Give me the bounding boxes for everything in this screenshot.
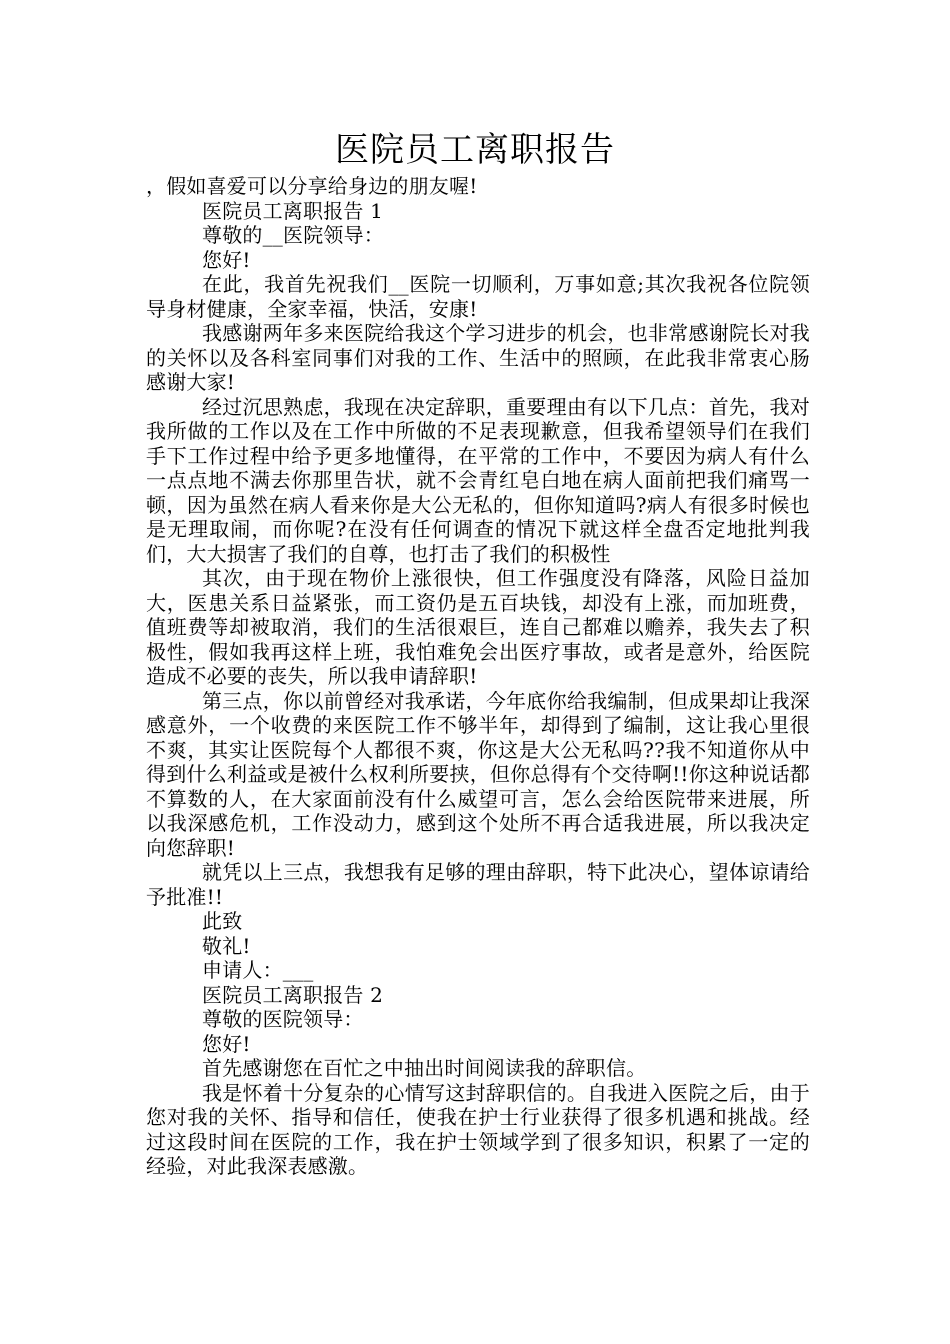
paragraph: 此致 [202,909,243,933]
document-title: 医院员工离职报告 [335,130,615,170]
paragraph: 医院员工离职报告 1 [202,198,384,223]
paragraph: 就凭以上三点，我想我有足够的理由辞职，特下此决心，望体谅请给予批准!! [146,860,810,909]
paragraph: 敬礼! [202,933,251,958]
paragraph: 尊敬的__医院领导： [202,223,384,247]
paragraph: 第三点，你以前曾经对我承诺，今年底你给我编制，但成果却让我深感意外，一个收费的来医院工作不够半年，却得到了编制，这让我心里很不爽，其实让医院每个人都很不爽，你这是大公无私吗??我不知道你从中得到什么利益或是被什么权利所要挟，但你总得有个交待啊!!你这种说话都不算数的人，在大家面前没有什么威望可言，怎么会给医院带来进展，所以我深感危机，工作没动力，感到这个处所不再合适我进展，所以我决定向您辞职! [146,688,810,860]
paragraph: 经过沉思熟虑，我现在决定辞职，重要理由有以下几点：首先，我对我所做的工作以及在工作中所做的不足表现歉意，但我希望领导们在我们手下工作过程中给予更多地懂得，在平常的工作中，不要因为病人有什么一点点地不满去你那里告状，就不会青红皂白地在病人面前把我们痛骂一顿，因为虽然在病人看来你是大公无私的，但你知道吗?病人有很多时候也是无理取闹，而你呢?在没有任何调查的情况下就这样全盘否定地批判我们，大大损害了我们的自尊，也打击了我们的积极性 [146,394,810,566]
paragraph: 我是怀着十分复杂的心情写这封辞职信的。自我进入医院之后，由于您对我的关怀、指导和信任，使我在护士行业获得了很多机遇和挑战。经过这段时间在医院的工作，我在护士领域学到了很多知识，积累了一定的经验，对此我深表感激。 [146,1080,810,1178]
paragraph: 您好! [202,247,251,272]
paragraph: 首先感谢您在百忙之中抽出时间阅读我的辞职信。 [202,1056,647,1080]
paragraph: ，假如喜爱可以分享给身边的朋友喔! [146,174,478,198]
document-body [146,174,810,1179]
paragraph: 尊敬的医院领导： [202,1007,364,1031]
paragraph: 在此，我首先祝我们__医院一切顺利，万事如意;其次我祝各位院领导身材健康，全家幸福，快活，安康! [146,272,810,321]
paragraph: 申请人：___ [202,958,314,982]
paragraph: 您好! [202,1031,251,1056]
paragraph: 我感谢两年多来医院给我这个学习进步的机会，也非常感谢院长对我的关怀以及各科室同事们对我的工作、生活中的照顾，在此我非常衷心肠感谢大家! [146,321,810,394]
paragraph: 其次，由于现在物价上涨很快，但工作强度没有降落，风险日益加大，医患关系日益紧张，而工资仍是五百块钱，却没有上涨，而加班费，值班费等却被取消，我们的生活很艰巨，连自己都难以赡养，我失去了积极性，假如我再这样上班，我怕难免会出医疗事故，或者是意外，给医院造成不必要的丧失，所以我申请辞职! [146,566,810,688]
paragraph: 医院员工离职报告 2 [202,982,384,1007]
